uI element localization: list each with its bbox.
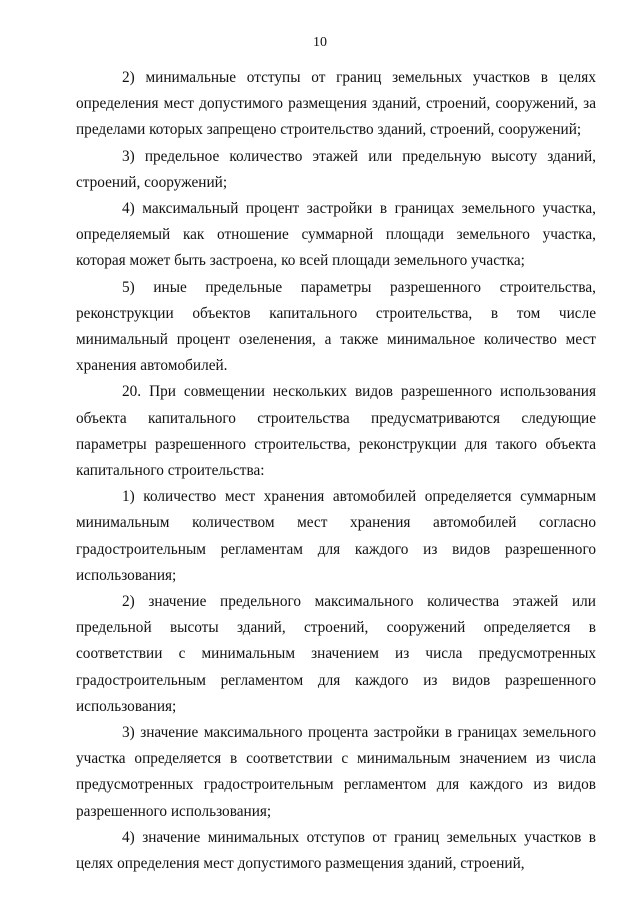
document-body [76, 65, 596, 877]
paragraph-clause-20: 20. При совмещении нескольких видов разрешенного использования объекта капитального строительства предусматриваются следующие параметры разрешенного строительства, реконструкции для такого объекта капитального строительства: [76, 383, 596, 480]
paragraph-item-4: 4) максимальный процент застройки в границах земельного участка, определяемый как отношение суммарной площади земельного участка, которая может быть застроена, ко всей площади земельного участка; [76, 200, 596, 270]
paragraph-subitem-3: 3) значение максимального процента застройки в границах земельного участка определяется в соответствии с минимальным значением из числа предусмотренных градостроительным регламентом для каждого из видов разрешенного использования; [76, 724, 596, 820]
paragraph-subitem-2: 2) значение предельного максимального количества этажей или предельной высоты зданий, строений, сооружений определяется в соответствии с минимальным значением из числа предусмотренных градостроительным регламентом для каждого из видов разрешенного использования; [76, 593, 596, 715]
paragraph-item-3: 3) предельное количество этажей или предельную высоту зданий, строений, сооружений; [76, 147, 596, 191]
paragraph-item-2: 2) минимальные отступы от границ земельных участков в целях определения мест допустимого размещения зданий, строений, сооружений, за пределами которых запрещено строительство зданий, строений, сооружений; [76, 69, 596, 139]
paragraph-subitem-4: 4) значение минимальных отступов от границ земельных участков в целях определения мест допустимого размещения зданий, строений, [76, 828, 596, 873]
paragraph-item-5: 5) иные предельные параметры разрешенного строительства, реконструкции объектов капитального строительства, в том числе минимальный процент озеленения, а также минимальное количество мест хранения автомобилей. [76, 278, 596, 375]
paragraph-subitem-1: 1) количество мест хранения автомобилей определяется суммарным минимальным количеством мест хранения автомобилей согласно градостроительным регламентам для каждого из видов разрешенного использования; [76, 488, 596, 584]
page-number: 10 [313, 35, 327, 50]
